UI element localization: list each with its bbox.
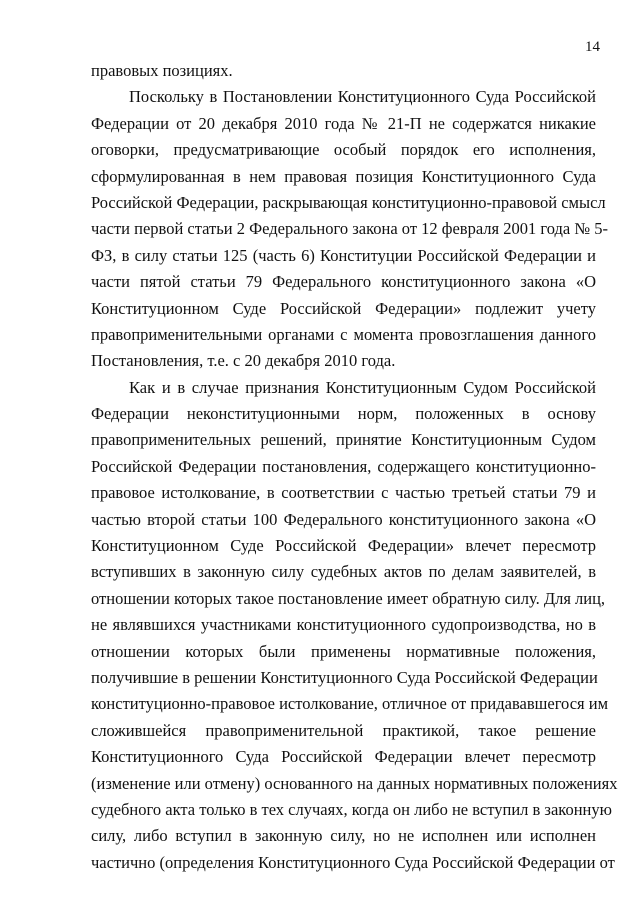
- text-line: вступивших в законную силу судебных актов по делам заявителей, в: [91, 562, 596, 582]
- text-line: отношении которых такое постановление имеет обратную силу. Для лиц,: [91, 588, 606, 608]
- text-line: правоприменительными органами с момента провозглашения данного: [91, 324, 596, 344]
- text-line: Российской Федерации, раскрывающая конституционно-правовой смысл: [91, 192, 606, 212]
- text-line: сформулированная в нем правовая позиция Конституционного Суда: [91, 166, 596, 186]
- document-body: [91, 58, 618, 876]
- text-line: судебного акта только в тех случаях, когда он либо не вступил в законную: [91, 799, 612, 819]
- text-line: правоприменительных решений, принятие Конституционным Судом: [91, 430, 596, 450]
- text-line: оговорки, предусматривающие особый порядок его исполнения,: [91, 140, 596, 160]
- text-line: силу, либо вступил в законную силу, но не исполнен или исполнен: [91, 826, 596, 846]
- text-line: Конституционного Суда Российской Федерации влечет пересмотр: [91, 747, 596, 767]
- page-number: 14: [585, 39, 600, 55]
- text-line: ФЗ, в силу статьи 125 (часть 6) Конституции Российской Федерации и: [91, 245, 596, 265]
- text-line: части пятой статьи 79 Федерального конституционного закона «О: [91, 272, 596, 292]
- text-line: Поскольку в Постановлении Конституционного Суда Российской: [129, 87, 596, 107]
- text-line: (изменение или отмену) основанного на данных нормативных положениях: [91, 773, 618, 793]
- text-line: части первой статьи 2 Федерального закона от 12 февраля 2001 года № 5-: [91, 219, 608, 239]
- text-line: частично (определения Конституционного Суда Российской Федерации от: [91, 852, 615, 872]
- text-line: Как и в случае признания Конституционным Судом Российской: [129, 377, 596, 397]
- text-line: сложившейся правоприменительной практикой, такое решение: [91, 720, 596, 740]
- text-line: правовое истолкование, в соответствии с частью третьей статьи 79 и: [91, 483, 596, 503]
- text-line: правовых позициях.: [91, 61, 233, 80]
- text-line: частью второй статьи 100 Федерального конституционного закона «О: [91, 509, 596, 529]
- text-line: Российской Федерации постановления, содержащего конституционно-: [91, 456, 596, 476]
- text-line: отношении которых были применены нормативные положения,: [91, 641, 596, 661]
- text-line: Конституционном Суде Российской Федерации» подлежит учету: [91, 298, 596, 318]
- text-line: Постановления, т.е. с 20 декабря 2010 года.: [91, 351, 396, 371]
- text-line: Федерации неконституционными норм, положенных в основу: [91, 404, 596, 424]
- text-line: не являвшихся участниками конституционного судопроизводства, но в: [91, 615, 596, 635]
- text-line: Конституционном Суде Российской Федерации» влечет пересмотр: [91, 536, 596, 556]
- text-line: получившие в решении Конституционного Суда Российской Федерации: [91, 667, 598, 687]
- text-line: Федерации от 20 декабря 2010 года № 21-П не содержатся никакие: [91, 113, 596, 133]
- text-line: конституционно-правовое истолкование, отличное от придававшегося им: [91, 694, 609, 714]
